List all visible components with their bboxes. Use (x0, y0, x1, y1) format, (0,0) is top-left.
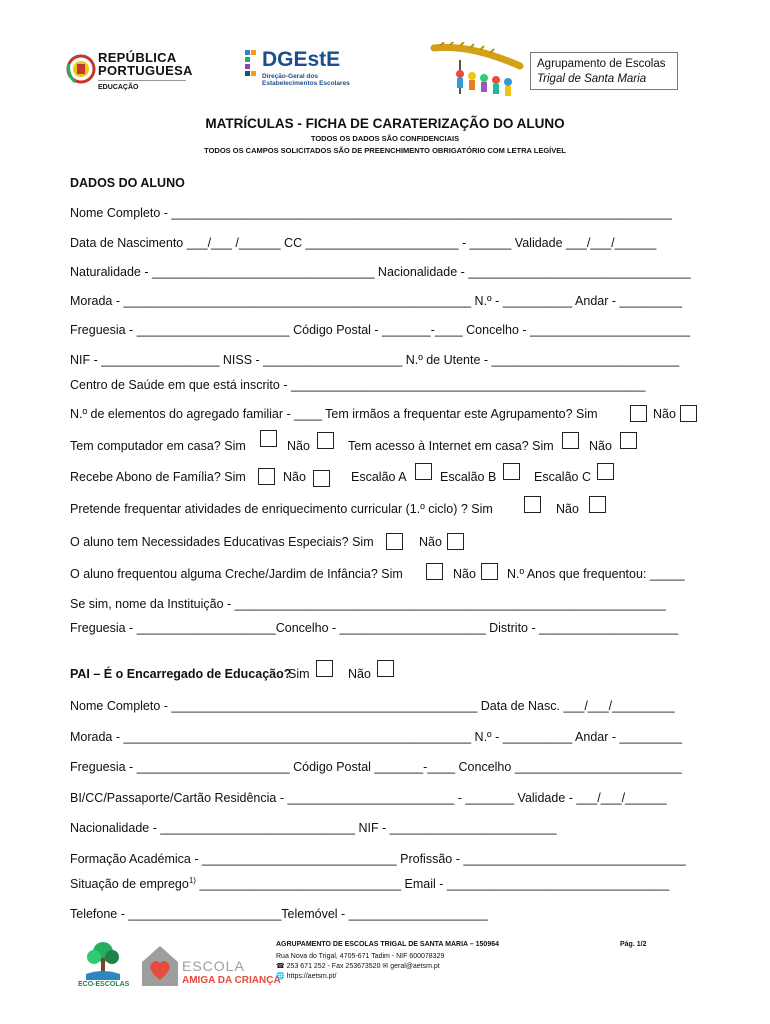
pai-nao-label: Não (348, 667, 371, 681)
irmaos-nao-label: Não (653, 407, 676, 421)
republica-portuguesa-logo (66, 50, 193, 98)
aec-nao-label: Não (556, 502, 579, 516)
irmaos-sim-checkbox[interactable] (630, 405, 647, 422)
aluno-nif-field[interactable]: NIF - _________________ NISS - ____________________ N.º de Utente - ___________________________ (70, 353, 680, 367)
aluno-naturalidade-field[interactable]: Naturalidade - ________________________________ Nacionalidade - ________________________________ (70, 265, 691, 279)
abono-nao-label: Não (283, 470, 306, 484)
wheat-children-icon (430, 42, 530, 102)
escola-amiga-logo (140, 942, 281, 992)
pai-nome-field[interactable]: Nome Completo - ____________________________________________ Data de Nasc. ___/___/_________ (70, 699, 675, 713)
computador-nao-label: Não (287, 439, 310, 453)
form-title: MATRÍCULAS - FICHA DE CARATERIZAÇÃO DO ALUNO (205, 116, 565, 131)
escalao-b-checkbox[interactable] (503, 463, 520, 480)
abono-sim-checkbox[interactable] (258, 468, 275, 485)
eco-escolas-label: ECO-ESCOLAS (78, 981, 130, 988)
abono-nao-checkbox[interactable] (313, 470, 330, 487)
internet-nao-checkbox[interactable] (620, 432, 637, 449)
section-heading-aluno: DADOS DO ALUNO (70, 176, 185, 190)
pai-morada-field[interactable]: Morada - __________________________________________________ N.º - __________ Andar - _________ (70, 730, 683, 744)
coat-of-arms-icon (66, 52, 96, 86)
aluno-freguesia-field[interactable]: Freguesia - ______________________ Código Postal - _______-____ Concelho - _______________________ (70, 323, 690, 337)
page-number: Pág. 1/2 (620, 941, 647, 948)
pai-sim-label: Sim (288, 667, 310, 681)
creche-nao-checkbox[interactable] (481, 563, 498, 580)
nee-nao-checkbox[interactable] (447, 533, 464, 550)
internet-sim-checkbox[interactable] (562, 432, 579, 449)
nee-nao-label: Não (419, 535, 442, 549)
computador-nao-checkbox[interactable] (317, 432, 334, 449)
abono-label: Recebe Abono de Família? Sim (70, 470, 246, 484)
pai-telefone-field[interactable]: Telefone - ______________________Telemóvel - ____________________ (70, 907, 488, 921)
escola-label: ESCOLA (182, 958, 245, 974)
agrupamento-line1: Agrupamento de Escolas (537, 58, 666, 70)
aluno-agregado-label: N.º de elementos do agregado familiar - ____ Tem irmãos a frequentar este Agrupamento? Sim (70, 407, 598, 421)
section-heading-pai: PAI – É o Encarregado de Educação? (70, 667, 292, 681)
escalao-a-checkbox[interactable] (415, 463, 432, 480)
nee-sim-checkbox[interactable] (386, 533, 403, 550)
pai-documento-field[interactable]: BI/CC/Passaporte/Cartão Residência - ________________________ - _______ Validade - ___/___/______ (70, 791, 667, 805)
dgeste-name: DGEstE (262, 48, 341, 71)
eco-tree-icon (78, 940, 128, 982)
pai-emprego-email: _____________________________ Email - ________________________________ (195, 877, 670, 892)
computador-label: Tem computador em casa? Sim (70, 439, 246, 453)
dgeste-sub2: Estabelecimentos Escolares (262, 80, 350, 87)
creche-nao-label: Não (453, 567, 476, 581)
republica-line2: PORTUGUESA (98, 63, 193, 78)
creche-anos-field[interactable]: N.º Anos que frequentou: _____ (507, 567, 685, 581)
internet-label: Tem acesso à Internet em casa? Sim (348, 439, 554, 453)
aluno-centro-saude-field[interactable]: Centro de Saúde em que está inscrito - ___________________________________________________ (70, 378, 646, 392)
pai-emprego-field[interactable] (70, 876, 669, 891)
republica-line1: REPÚBLICA (98, 50, 177, 65)
internet-nao-label: Não (589, 439, 612, 453)
pai-emprego-label: Situação de emprego (70, 877, 189, 892)
footer-org: AGRUPAMENTO DE ESCOLAS TRIGAL DE SANTA MARIA – 150964 (276, 941, 499, 948)
republica-sub: EDUCAÇÃO (98, 84, 139, 91)
house-heart-icon (140, 942, 180, 988)
aec-label: Pretende frequentar atividades de enriquecimento curricular (1.º ciclo) ? Sim (70, 502, 493, 516)
aec-sim-checkbox[interactable] (524, 496, 541, 513)
dgeste-mark-icon (243, 50, 261, 82)
form-subtitle-2: TODOS OS CAMPOS SOLICITADOS SÃO DE PREENCHIMENTO OBRIGATÓRIO COM LETRA LEGÍVEL (204, 146, 566, 155)
pai-formacao-field[interactable]: Formação Académica - ____________________________ Profissão - ________________________________ (70, 852, 686, 866)
pai-freguesia-field[interactable]: Freguesia - ______________________ Código Postal _______-____ Concelho ________________________ (70, 760, 682, 774)
footer-phone: ☎ 253 671 252 - Fax 253673520 ✉ geral@aetsm.pt (276, 963, 440, 970)
eco-escolas-logo (78, 940, 128, 992)
instituicao-field[interactable]: Se sim, nome da Instituição - ______________________________________________________________ (70, 597, 666, 611)
aluno-morada-field[interactable]: Morada - __________________________________________________ N.º - __________ Andar - _________ (70, 294, 683, 308)
pai-ee-nao-checkbox[interactable] (377, 660, 394, 677)
dgeste-sub1: Direção-Geral dos (262, 73, 318, 80)
nee-label: O aluno tem Necessidades Educativas Especiais? Sim (70, 535, 374, 549)
footer-address: Rua Nova do Trigal, 4705-671 Tadim - NIF 600078329 (276, 953, 445, 960)
aluno-nascimento-cc-field[interactable]: Data de Nascimento ___/___ /______ CC ______________________ - ______ Validade ___/___/______ (70, 236, 657, 250)
pai-ee-sim-checkbox[interactable] (316, 660, 333, 677)
agrupamento-line2: Trigal de Santa Maria (537, 73, 647, 85)
creche-sim-checkbox[interactable] (426, 563, 443, 580)
agrupamento-name-box (530, 52, 678, 90)
dgeste-logo (243, 48, 359, 93)
form-subtitle-1: TODOS OS DADOS SÃO CONFIDENCIAIS (310, 134, 460, 143)
aec-nao-checkbox[interactable] (589, 496, 606, 513)
escalao-a-label: Escalão A (351, 470, 407, 484)
computador-sim-checkbox[interactable] (260, 430, 277, 447)
creche-label: O aluno frequentou alguma Creche/Jardim de Infância? Sim (70, 567, 403, 581)
footer-website: 🌐 https://aetsm.pt/ (276, 973, 337, 980)
escalao-c-checkbox[interactable] (597, 463, 614, 480)
amiga-crianca-label: AMIGA DA CRIANÇA (182, 975, 281, 986)
escalao-b-label: Escalão B (440, 470, 497, 484)
agrupamento-logo (430, 42, 530, 102)
aluno-nome-field[interactable]: Nome Completo - ________________________________________________________________________ (70, 206, 672, 220)
irmaos-nao-checkbox[interactable] (680, 405, 697, 422)
footnote-marker: 1) (188, 876, 196, 885)
pai-nacionalidade-field[interactable]: Nacionalidade - ____________________________ NIF - ________________________ (70, 821, 557, 835)
instituicao-local-field[interactable]: Freguesia - ____________________Concelho - _____________________ Distrito - ____________________ (70, 621, 679, 635)
escalao-c-label: Escalão C (534, 470, 591, 484)
